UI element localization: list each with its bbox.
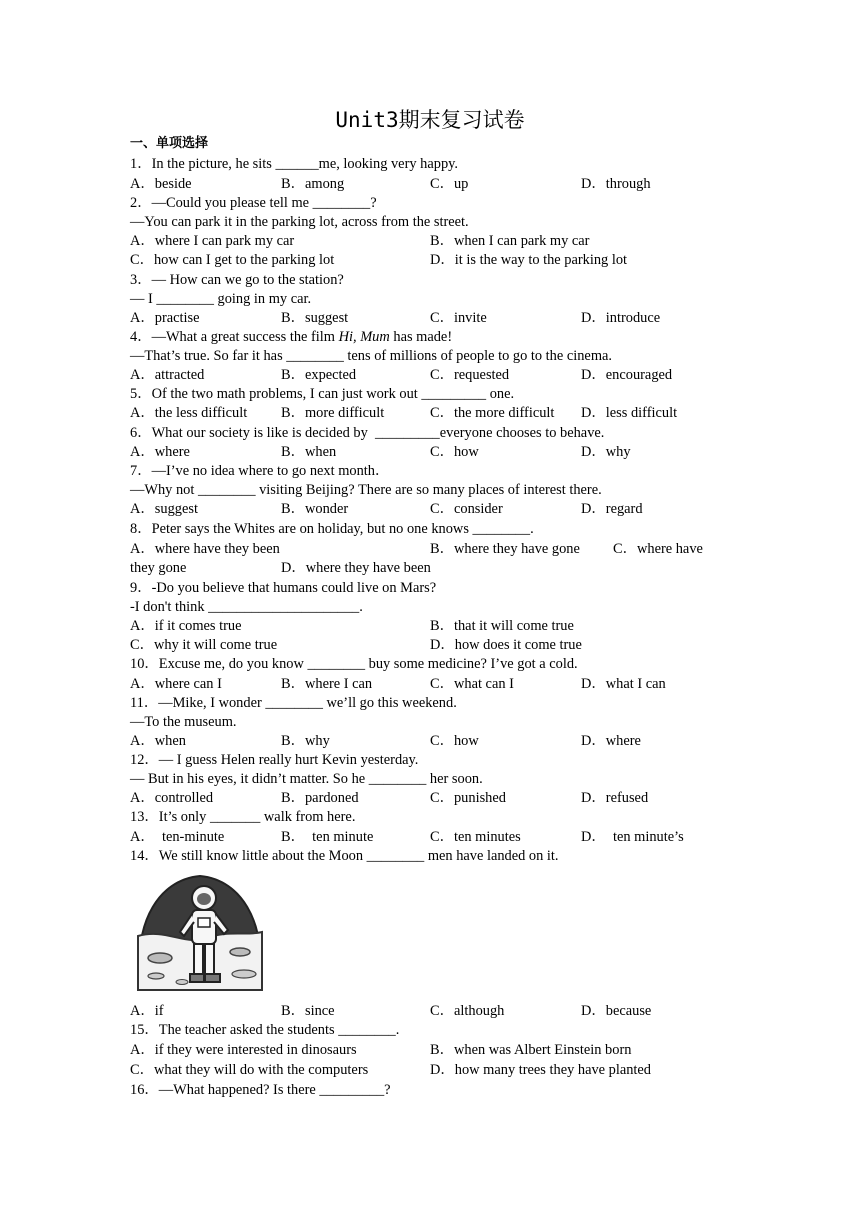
option-9b[interactable]: B．that it will come true [430, 618, 574, 634]
option-8a[interactable]: A．where have they been [130, 541, 280, 557]
option-4d[interactable]: D．encouraged [581, 367, 673, 383]
option-15c[interactable]: C．what they will do with the computers [130, 1062, 369, 1078]
option-6d[interactable]: D．why [581, 444, 631, 460]
option-7c[interactable]: C．consider [430, 501, 503, 517]
option-10b[interactable]: B．where I can [281, 676, 373, 692]
section-heading: 一、单项选择 [130, 136, 209, 151]
option-15a[interactable]: A．if they were interested in dinosaurs [130, 1042, 357, 1058]
question-14: 14．We still know little about the Moon ________ men have landed on it. [130, 848, 559, 864]
option-5b[interactable]: B．more difficult [281, 405, 385, 421]
option-5c[interactable]: C．the more difficult [430, 405, 555, 421]
question-11-line-2: —To the museum. [130, 714, 237, 730]
option-8b[interactable]: B．where they have gone [430, 541, 580, 557]
option-4b[interactable]: B．expected [281, 367, 357, 383]
option-6a[interactable]: A．where [130, 444, 190, 460]
option-12d[interactable]: D．refused [581, 790, 649, 806]
film-title: Hi, Mum [338, 329, 390, 345]
question-3: 3．— How can we go to the station? [130, 272, 344, 288]
question-13: 13．It’s only _______ walk from here. [130, 809, 356, 825]
option-15b[interactable]: B．when was Albert Einstein born [430, 1042, 632, 1058]
option-7a[interactable]: A．suggest [130, 501, 198, 517]
question-3-line-2: — I ________ going in my car. [130, 291, 312, 307]
option-10d[interactable]: D．what I can [581, 676, 666, 692]
question-4-text: 4．—What a great success the film [130, 329, 339, 345]
question-8: 8．Peter says the Whites are on holiday, but no one knows ________. [130, 521, 534, 537]
option-8c[interactable]: C．where have [613, 541, 703, 557]
option-5a[interactable]: A．the less difficult [130, 405, 248, 421]
option-14d[interactable]: D．because [581, 1003, 652, 1019]
question-7-line-2: —Why not ________ visiting Beijing? There are so many places of interest there. [130, 482, 602, 498]
question-6: 6．What our society is like is decided by _________everyone chooses to behave. [130, 425, 605, 441]
question-7: 7．—I’ve no idea where to go next month． [130, 463, 390, 479]
option-5d[interactable]: D．less difficult [581, 405, 678, 421]
option-4a[interactable]: A．attracted [130, 367, 205, 383]
option-12b[interactable]: B．pardoned [281, 790, 359, 806]
option-2b[interactable]: B．when I can park my car [430, 233, 590, 249]
option-8c-continued: they gone [130, 560, 187, 576]
option-7d[interactable]: D．regard [581, 501, 643, 517]
option-3b[interactable]: B．suggest [281, 310, 349, 326]
question-9-line-2: -I don't think _____________________. [130, 599, 363, 615]
question-12: 12．— I guess Helen really hurt Kevin yesterday. [130, 752, 419, 768]
option-8d[interactable]: D．where they have been [281, 560, 431, 576]
option-4c[interactable]: C．requested [430, 367, 510, 383]
question-4 [130, 328, 452, 347]
question-11: 11．—Mike, I wonder ________ we’ll go this weekend. [130, 695, 457, 711]
question-4-tail: has made! [389, 329, 453, 345]
option-3c[interactable]: C．invite [430, 310, 487, 326]
question-1: 1．In the picture, he sits ______me, looking very happy. [130, 156, 458, 172]
question-12-line-2: — But in his eyes, it didn’t matter. So he ________ her soon. [130, 771, 483, 787]
question-4-line-2: —That’s true. So far it has ________ tens of millions of people to go to the cinema. [130, 348, 613, 364]
option-13d[interactable]: D． ten minute’s [581, 829, 684, 845]
option-2a[interactable]: A．where I can park my car [130, 233, 295, 249]
option-3d[interactable]: D．introduce [581, 310, 661, 326]
question-10: 10．Excuse me, do you know ________ buy some medicine? I’ve got a cold. [130, 656, 578, 672]
option-1a[interactable]: A．beside [130, 176, 192, 192]
option-1d[interactable]: D．through [581, 176, 651, 192]
option-11c[interactable]: C．how [430, 733, 479, 749]
option-15d[interactable]: D．how many trees they have planted [430, 1062, 651, 1078]
option-13a[interactable]: A． ten-minute [130, 829, 225, 845]
option-10c[interactable]: C．what can I [430, 676, 514, 692]
question-2: 2．—Could you please tell me ________? [130, 195, 377, 211]
question-2-line-2: —You can park it in the parking lot, across from the street. [130, 214, 469, 230]
option-14b[interactable]: B．since [281, 1003, 335, 1019]
option-2d[interactable]: D．it is the way to the parking lot [430, 252, 628, 268]
astronaut-on-moon-image [136, 866, 264, 994]
option-1b[interactable]: B．among [281, 176, 345, 192]
option-9d[interactable]: D．how does it come true [430, 637, 582, 653]
option-14a[interactable]: A．if [130, 1003, 164, 1019]
option-1c[interactable]: C．up [430, 176, 469, 192]
question-16: 16．—What happened? Is there _________? [130, 1082, 391, 1098]
option-10a[interactable]: A．where can I [130, 676, 222, 692]
question-15: 15．The teacher asked the students ________. [130, 1022, 400, 1038]
option-13b[interactable]: B． ten minute [281, 829, 374, 845]
question-9: 9．-Do you believe that humans could live on Mars? [130, 580, 437, 596]
option-11b[interactable]: B．why [281, 733, 330, 749]
option-9c[interactable]: C．why it will come true [130, 637, 278, 653]
option-13c[interactable]: C．ten minutes [430, 829, 521, 845]
option-6c[interactable]: C．how [430, 444, 479, 460]
question-5: 5．Of the two math problems, I can just work out _________ one. [130, 386, 515, 402]
page-title: Unit3期末复习试卷 [335, 108, 525, 132]
option-12c[interactable]: C．punished [430, 790, 506, 806]
option-11d[interactable]: D．where [581, 733, 641, 749]
option-2c[interactable]: C．how can I get to the parking lot [130, 252, 335, 268]
option-6b[interactable]: B．when [281, 444, 337, 460]
option-3a[interactable]: A．practise [130, 310, 200, 326]
option-11a[interactable]: A．when [130, 733, 186, 749]
option-12a[interactable]: A．controlled [130, 790, 214, 806]
option-9a[interactable]: A．if it comes true [130, 618, 242, 634]
option-14c[interactable]: C．although [430, 1003, 505, 1019]
option-7b[interactable]: B．wonder [281, 501, 349, 517]
